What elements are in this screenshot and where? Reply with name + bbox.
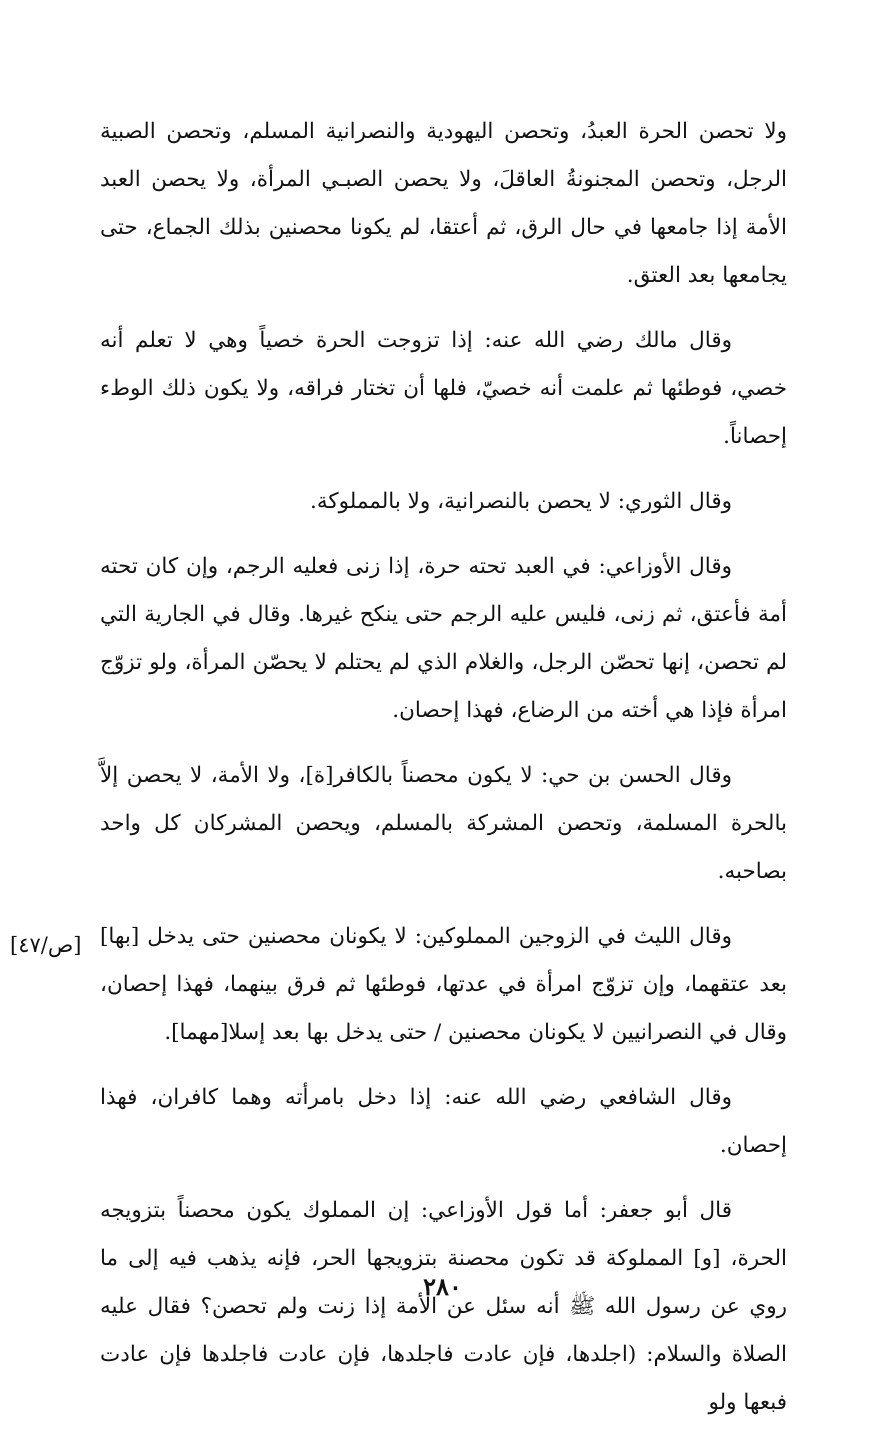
paragraph-hasan-ibn-hayy: وقال الحسن بن حي: لا يكون محصناً بالكافر[ة]، ولا الأمة، لا يحصن إلاَّ بالحرة المسلمة، وتحصن المشركة بالمسلم، ويحصن المشركان كل واحد بصاحبه. — [100, 763, 787, 884]
paragraph-malik: وقال مالك رضي الله عنه: إذا تزوجت الحرة خصياً وهي لا تعلم أنه خصي، فوطئها ثم علمت أنه خصيّ، فلها أن تختار فراقه، ولا يكون ذلك الوطء إحصاناً. — [100, 328, 787, 449]
page-number: ٢٨٠ — [423, 1272, 462, 1301]
paragraph-abd-hurra: ولا تحصن الحرة العبدُ، وتحصن اليهودية والنصرانية المسلم، وتحصن الصبية الرجل، وتحصن المجنونةُ العاقلَ، ولا يحصن الصبـي المرأة، ولا يحصن العبد الأمة إذا جامعها في حال الرق، ثم أعتقا، لم يكونا محصنين بذلك الجماع، حتى يجامعها بعد العتق. — [100, 119, 787, 288]
paragraph-shafii: وقال الشافعي رضي الله عنه: إذا دخل بامرأته وهما كافران، فهذا إحصان. — [100, 1085, 787, 1158]
marginal-page-reference: [ص/٤٧] — [10, 933, 82, 957]
paragraph-awzai: وقال الأوزاعي: في العبد تحته حرة، إذا زنى فعليه الرجم، وإن كان تحته أمة فأعتق، ثم زنى، فليس عليه الرجم حتى ينكح غيرها. وقال في الجارية التي لم تحصن، إنها تحصّن الرجل، والغلام الذي لم يحتلم لا يحصّن المرأة، ولو تزوّج امرأة فإذا هي أخته من الرضاع، فهذا إحصان. — [100, 554, 787, 723]
paragraph-abu-jafar: قال أبو جعفر: أما قول الأوزاعي: إن المملوك يكون محصناً بتزويجه الحرة، [و] المملوكة قد تكون محصنة بتزويجها الحر، فإنه يذهب فيه إلى ما روي عن رسول الله ﷺ أنه سئل عن الأمة إذا زنت ولم تحصن؟ فقال عليه الصلاة والسلام: (اجلدها، فإن عادت فاجلدها، فإن عادت فاجلدها فإن عادت فبعها ولو — [100, 1198, 787, 1415]
main-text — [100, 108, 787, 1444]
paragraph-layth: وقال الليث في الزوجين المملوكين: لا يكونان محصنين حتى يدخل [بها] بعد عتقهما، وإن تزوّج امرأة في عدتها، فوطئها ثم فرق بينهما، فهذا إحصان، وقال في النصرانيين لا يكونان محصنين / حتى يدخل بها بعد إسلا[مهما]. — [100, 924, 787, 1045]
paragraph-thawri: وقال الثوري: لا يحصن بالنصرانية، ولا بالمملوكة. — [310, 489, 732, 514]
